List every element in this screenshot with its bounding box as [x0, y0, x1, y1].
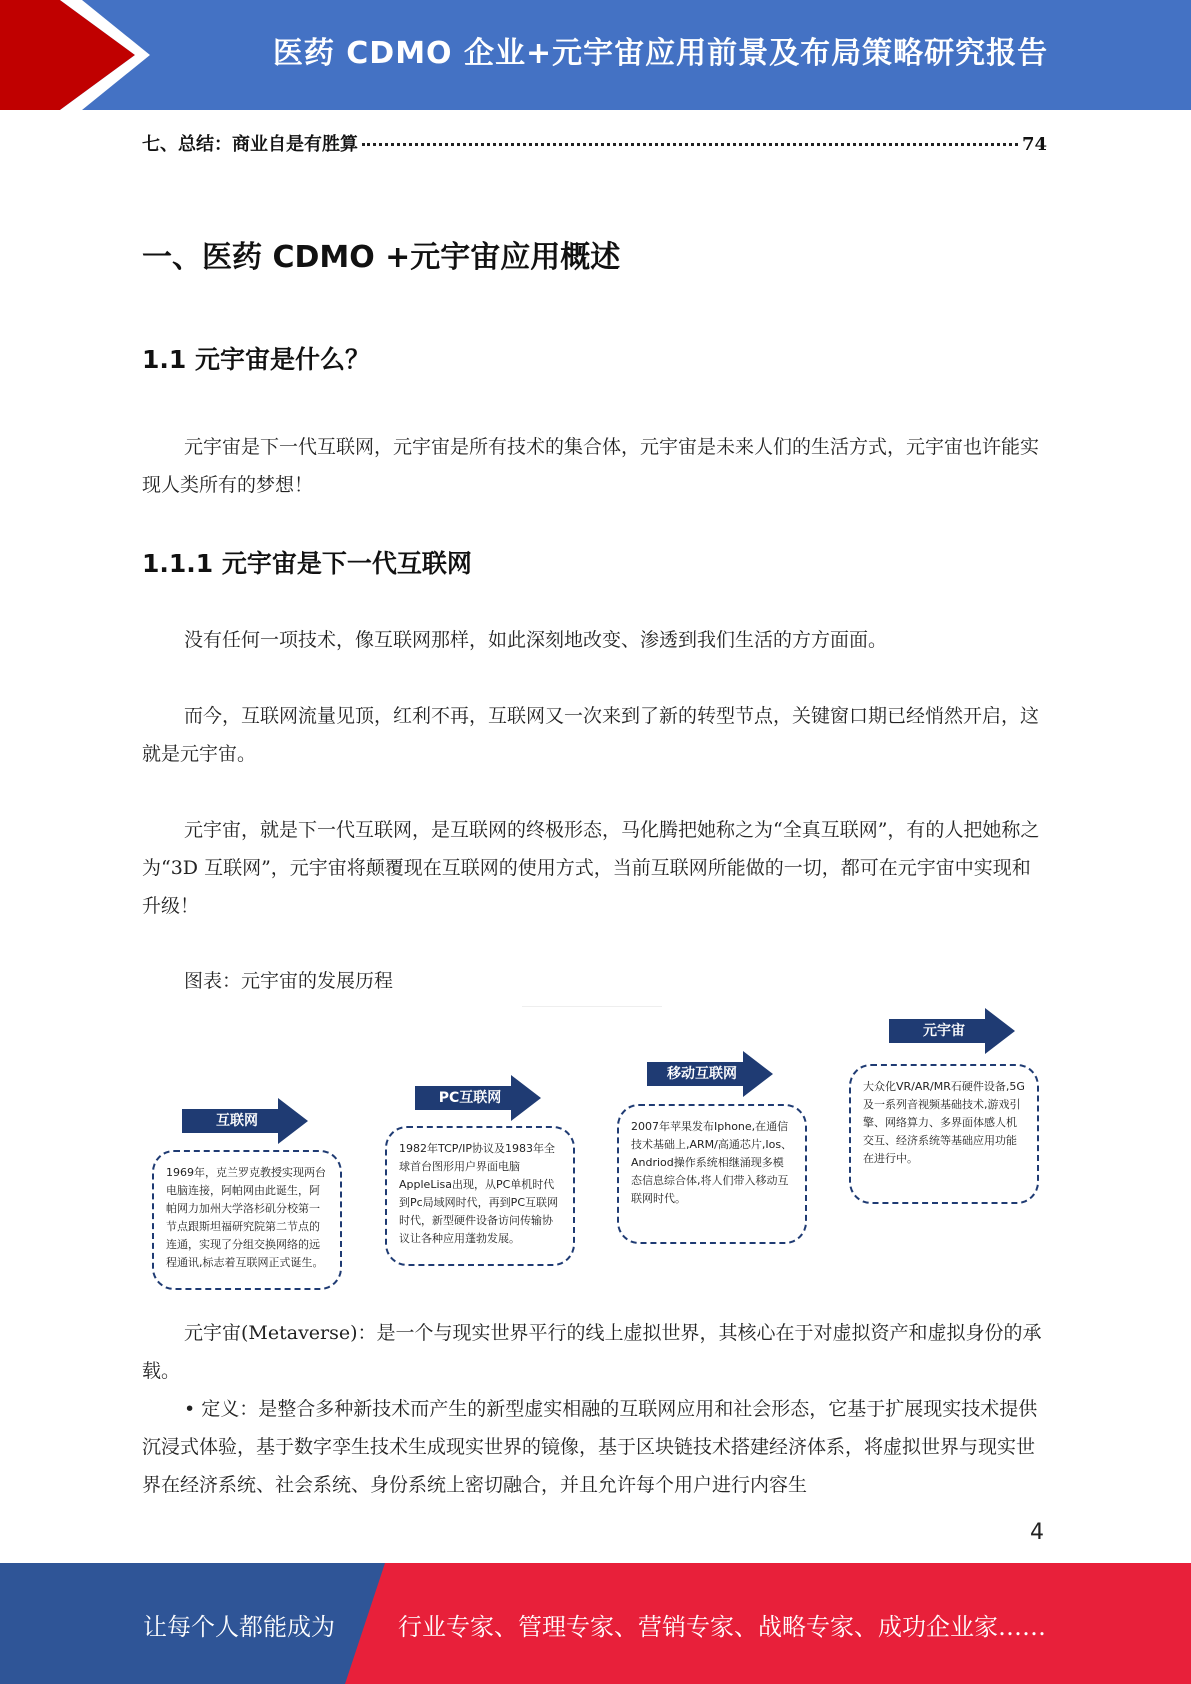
figure-caption: 图表：元宇宙的发展历程: [184, 970, 394, 992]
paragraph-5: • 定义：是整合多种新技术而产生的新型虚实相融的互联网应用和社会形态，它基于扩展现实技术提供沉浸式体验，基于数字孪生技术生成现实世界的镜像，基于区块链技术搭建经济体系，将虚拟世界与现实世界在经济系统、社会系统、身份系统上密切融合，并且允许每个用户进行内容生: [142, 1398, 1038, 1496]
page-header: [0, 0, 1191, 110]
subsubsection-heading: 1.1.1 元宇宙是下一代互联网: [142, 549, 472, 578]
report-title: 医药 CDMO 企业+元宇宙应用前景及布局策略研究报告: [272, 36, 1049, 71]
chevron-logo-icon: [0, 0, 160, 110]
toc-entry[interactable]: [142, 130, 1047, 156]
stage-label: PC互联网: [438, 1090, 502, 1106]
subsection-heading: 1.1 元宇宙是什么？: [142, 345, 370, 374]
paragraph-3: 元宇宙，就是下一代互联网，是互联网的终极形态，马化腾把她称之为“全真互联网”，有的人把她称之为“3D 互联网”，元宇宙将颠覆现在互联网的使用方式，当前互联网所能做的一切，都可在元宇宙中实现和升级！: [142, 819, 1040, 917]
page-footer: [0, 1563, 1191, 1684]
stage-label: 元宇宙: [923, 1023, 965, 1039]
stage-description: 2007年苹果发布Iphone,在通信技术基础上,ARM/高通芯片,Ios、Andriod操作系统相继涌现多模态信息综合体,将人们带入移动互联网时代。: [617, 1104, 807, 1244]
stage-arrow-icon: [182, 1098, 308, 1144]
toc-label: 七、总结：商业自是有胜算: [142, 134, 358, 155]
stage-arrow-icon: [647, 1051, 773, 1097]
section-heading: 一、医药 CDMO +元宇宙应用概述: [142, 240, 621, 275]
paragraph-4: 元宇宙(Metaverse)：是一个与现实世界平行的线上虚拟世界，其核心在于对虚拟资产和虚拟身份的承载。: [142, 1322, 1042, 1382]
footer-slogan-left: 让每个人都能成为: [143, 1613, 335, 1641]
footer-slogan-right: 行业专家、管理专家、营销专家、战略专家、成功企业家……: [398, 1613, 1046, 1641]
stage-arrow-icon: [415, 1075, 541, 1121]
paragraph-2: 而今，互联网流量见顶，红利不再，互联网又一次来到了新的转型节点，关键窗口期已经悄然开启，这就是元宇宙。: [142, 705, 1040, 765]
intro-paragraph: 元宇宙是下一代互联网，元宇宙是所有技术的集合体，元宇宙是未来人们的生活方式，元宇宙也许能实现人类所有的梦想！: [142, 436, 1040, 496]
stage-description: 大众化VR/AR/MR石硬件设备,5G及一系列音视频基础技术,游戏引擎、网络算力、多界面体感人机交互、经济系统等基础应用功能在进行中。: [849, 1064, 1039, 1204]
stage-label: 移动互联网: [667, 1066, 737, 1082]
stage-description: 1969年，克兰罗克教授实现两台电脑连接，阿帕网由此诞生，阿帕网力加州大学洛杉矶分校第一节点跟斯坦福研究院第二节点的连通，实现了分组交换网络的远程通讯,标志着互联网正式诞生。: [152, 1150, 342, 1290]
page-number: 4: [1030, 1520, 1044, 1545]
timeline-figure: [142, 1000, 1047, 1300]
figure-top-rule: [522, 1006, 662, 1007]
stage-description: 1982年TCP/IP协议及1983年全球首台图形用户界面电脑AppleLisa出现，从PC单机时代到Pc局域网时代，再到PC互联网时代，新型硬件设备访问传输协议让各种应用蓬勃发展。: [385, 1126, 575, 1266]
paragraph-1: 没有任何一项技术，像互联网那样，如此深刻地改变、渗透到我们生活的方方面面。: [184, 629, 888, 651]
stage-arrow-icon: [889, 1008, 1015, 1054]
toc-page: 74: [1021, 134, 1047, 155]
toc-leader-dots: [362, 143, 1018, 146]
stage-label: 互联网: [216, 1113, 258, 1129]
